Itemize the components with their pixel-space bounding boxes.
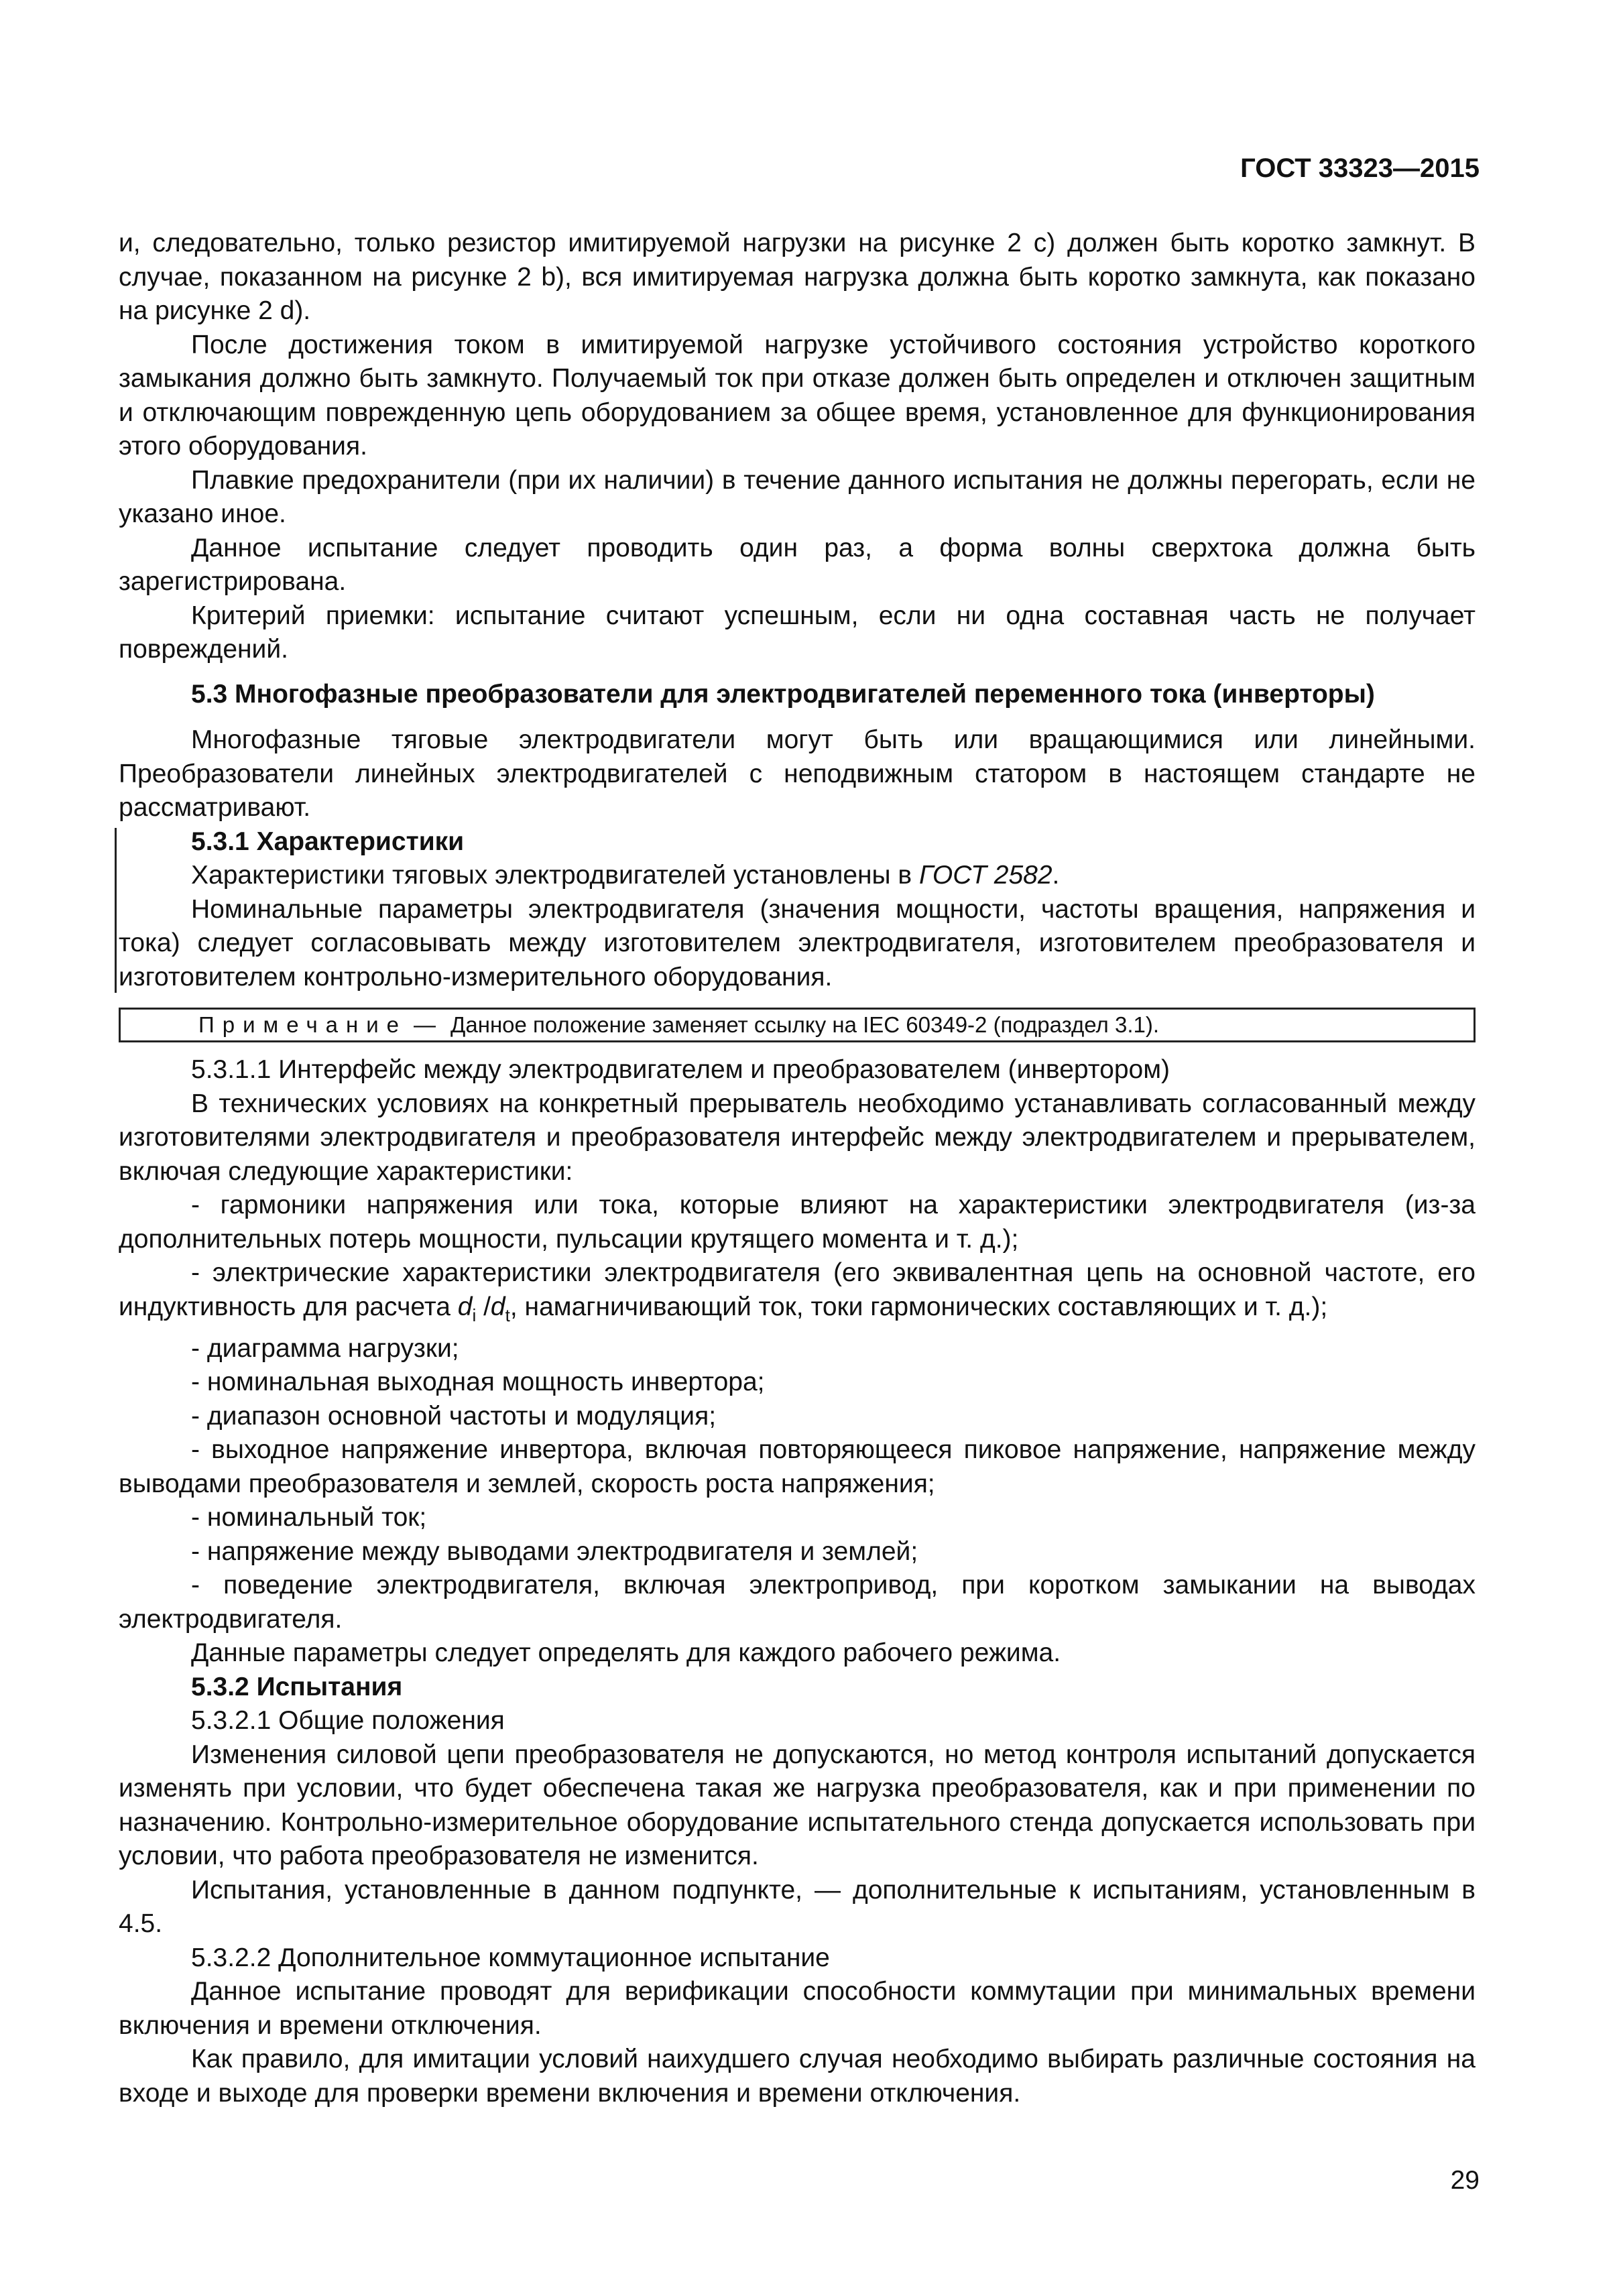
- formula-subscript: i: [472, 1305, 477, 1325]
- note-label: Примечание: [198, 1012, 408, 1037]
- change-bar-block: [119, 825, 1476, 995]
- note-dash: —: [414, 1012, 436, 1037]
- subsection-heading-5-3-1-1: 5.3.1.1 Интерфейс между электродвигателем и преобразователем (инвертором): [191, 1055, 1170, 1084]
- paragraph: Номинальные параметры электродвигателя (значения мощности, частоты вращения, напряжения и тока) следует согласовывать между изготовителем электродвигателя, изготовителем преобразователя и изготовителем контрольно-измерительного оборудования.: [119, 894, 1476, 991]
- text-run: Характеристики тяговых электродвигателей установлены в: [191, 861, 919, 890]
- subsection-heading-5-3-2-1: 5.3.2.1 Общие положения: [191, 1706, 505, 1736]
- paragraph: Плавкие предохранители (при их наличии) в течение данного испытания не должны перегорать, если не указано иное.: [119, 465, 1476, 528]
- page-number: 29: [1450, 2166, 1480, 2195]
- text-run: .: [1052, 861, 1060, 890]
- section-heading-5-3: 5.3 Многофазные преобразователи для электродвигателей переменного тока (инверторы): [191, 679, 1375, 709]
- paragraph: [119, 859, 1476, 893]
- list-item: - номинальный ток;: [191, 1503, 427, 1532]
- formula-subscript: t: [505, 1305, 510, 1325]
- formula-d: d: [457, 1292, 473, 1321]
- paragraph: Данное испытание следует проводить один раз, а форма волны сверхтока должна быть зарегистрирована.: [119, 533, 1476, 596]
- list-item: - диапазон основной частоты и модуляция;: [191, 1401, 717, 1431]
- list-item: - гармоники напряжения или тока, которые влияют на характеристики электродвигателя (из-за дополнительных потерь мощности, пульсации крутящего момента и т. д.);: [119, 1191, 1476, 1254]
- list-item: - напряжение между выводами электродвигателя и землей;: [191, 1536, 918, 1566]
- paragraph: В технических условиях на конкретный прерыватель необходимо устанавливать согласованный между изготовителями электродвигателя и преобразователя интерфейс между электродвигателем и прерывателем, включая следующие характеристики:: [119, 1089, 1476, 1186]
- subsection-heading-5-3-2-2: 5.3.2.2 Дополнительное коммутационное испытание: [191, 1943, 830, 1972]
- list-item: - выходное напряжение инвертора, включая повторяющееся пиковое напряжение, напряжение между выводами преобразователя и землей, скорость роста напряжения;: [119, 1435, 1476, 1498]
- text-run: , намагничивающий ток, токи гармонических составляющих и т. д.);: [509, 1292, 1328, 1321]
- formula-separator: /: [476, 1292, 491, 1321]
- formula-d: d: [490, 1292, 505, 1321]
- page-content: [119, 227, 1476, 2110]
- paragraph: Как правило, для имитации условий наихудшего случая необходимо выбирать различные состояния на входе и выходе для проверки времени включения и времени отключения.: [119, 2045, 1476, 2108]
- standard-reference: ГОСТ 2582: [918, 861, 1053, 890]
- paragraph: Критерий приемки: испытание считают успешным, если ни одна составная часть не получает повреждений.: [119, 601, 1476, 664]
- paragraph: Данное испытание проводят для верификации способности коммутации при минимальных времени включения и времени отключения.: [119, 1977, 1476, 2040]
- list-item: - диаграмма нагрузки;: [191, 1333, 459, 1363]
- section-heading-5-3-1: 5.3.1 Характеристики: [191, 827, 465, 856]
- list-item: - номинальная выходная мощность инвертора;: [191, 1368, 765, 1397]
- section-heading-5-3-2: 5.3.2 Испытания: [191, 1672, 403, 1701]
- paragraph: и, следовательно, только резистор имитируемой нагрузки на рисунке 2 c) должен быть коротко замкнут. В случае, показанном на рисунке 2 b), вся имитируемая нагрузка должна быть коротко замкнута, как показано на рисунке 2 d).: [119, 229, 1476, 325]
- standard-header: ГОСТ 33323—2015: [1240, 154, 1480, 183]
- text-run: - электрические характеристики электродвигателя (его эквивалентная цепь на основной частоте, его индуктивность для расчета: [119, 1258, 1476, 1321]
- paragraph: Многофазные тяговые электродвигатели могут быть или вращающимися или линейными. Преобразователи линейных электродвигателей с неподвижным статором в настоящем стандарте не рассматривают.: [119, 725, 1476, 822]
- note-box: [119, 1008, 1476, 1042]
- note-text: Данное положение заменяет ссылку на IEC 60349-2 (подраздел 3.1).: [450, 1012, 1160, 1037]
- paragraph: Изменения силовой цепи преобразователя не допускаются, но метод контроля испытаний допускается изменять при условии, что будет обеспечена такая же нагрузка преобразователя, как и при применении по назначению. Контрольно-измерительное оборудование испытательного стенда допускается использовать при условии, что работа преобразователя не изменится.: [119, 1740, 1476, 1871]
- paragraph: Испытания, установленные в данном подпункте, — дополнительные к испытаниям, установленным в 4.5.: [119, 1875, 1476, 1939]
- list-item: - поведение электродвигателя, включая электропривод, при коротком замыкании на выводах электродвигателя.: [119, 1571, 1476, 1634]
- paragraph: Данные параметры следует определять для каждого рабочего режима.: [191, 1638, 1061, 1668]
- list-item: [119, 1256, 1476, 1332]
- paragraph: После достижения током в имитируемой нагрузке устойчивого состояния устройство короткого замыкания должно быть замкнуто. Получаемый ток при отказе должен быть определен и отключен защитным и отключающим поврежденную цепь оборудованием за общее время, установленное для функционирования этого оборудования.: [119, 330, 1476, 461]
